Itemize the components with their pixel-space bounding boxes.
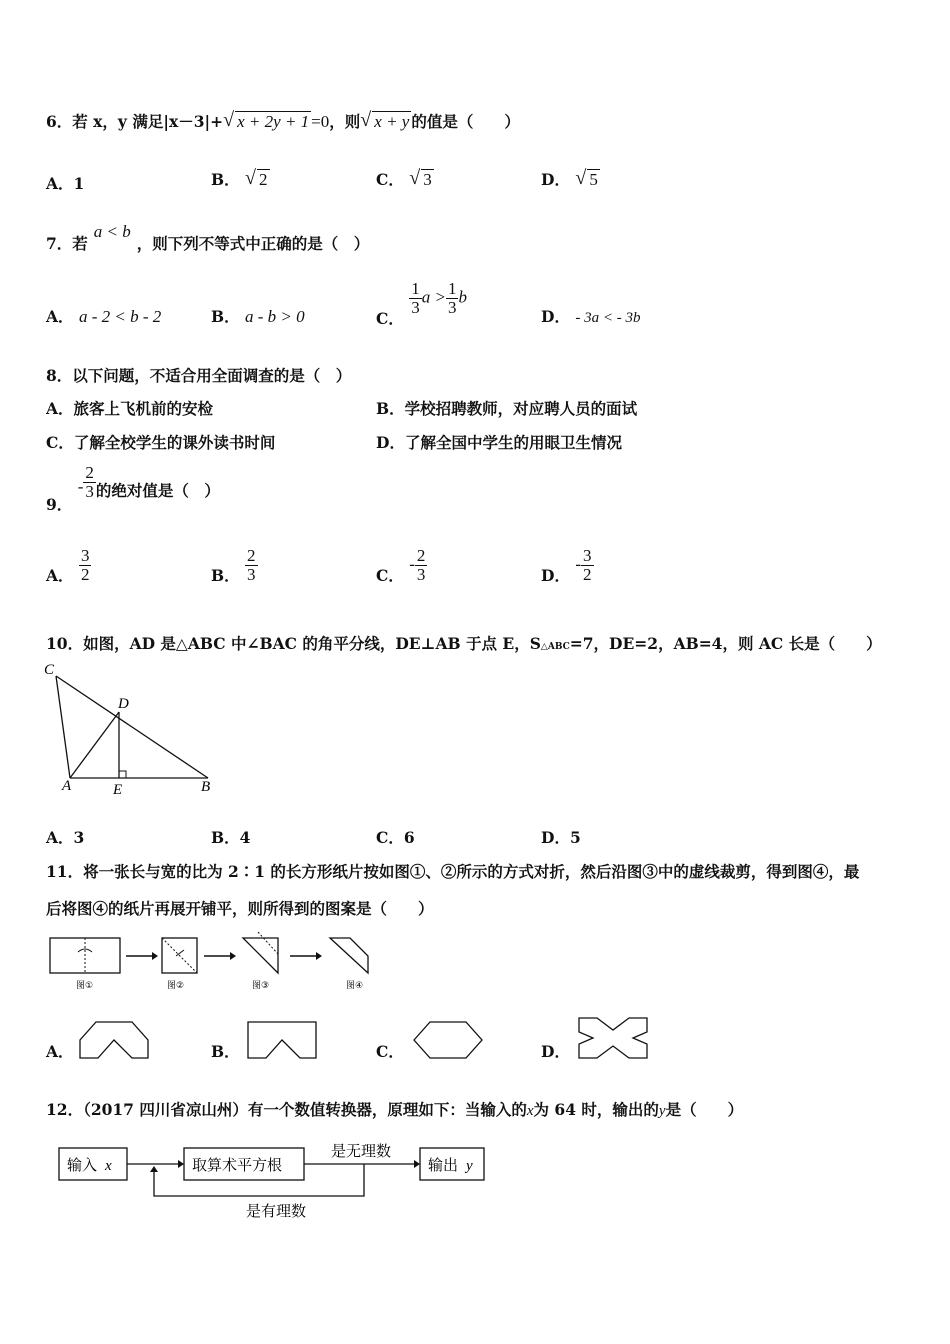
flow-output-label: 输出	[428, 1156, 459, 1174]
q6-option-c[interactable]: C． √ 3	[376, 167, 432, 189]
side-ca	[56, 676, 70, 778]
flow-rational-label: 是有理数	[246, 1202, 307, 1220]
q12-flowchart	[50, 1132, 500, 1227]
q11-option-c-figure[interactable]	[410, 1018, 486, 1062]
q6-prefix: 6．若 x，y 满足|x－3|+	[46, 112, 224, 131]
label-a: A	[62, 778, 72, 794]
label-c: C	[44, 662, 55, 678]
q6-option-a[interactable]: A．1	[46, 174, 85, 193]
right-angle-mark	[119, 771, 126, 778]
flow-input-label: 输入	[67, 1156, 98, 1174]
q9-option-a[interactable]: A． $\frac{3}{2}$	[46, 546, 90, 586]
flow-input-var: x	[105, 1158, 112, 1174]
arrow-3-head	[316, 952, 322, 960]
q8-option-b[interactable]: B．学校招聘教师，对应聘人员的面试	[376, 399, 638, 418]
fig3-cut-line	[258, 932, 278, 954]
side-cb	[56, 676, 208, 778]
flow-arrow-2-head	[414, 1160, 420, 1168]
q10-option-d[interactable]: D．5	[541, 828, 581, 847]
fig4-shape	[330, 938, 368, 973]
q11-option-b-figure[interactable]	[244, 1018, 320, 1062]
q6-sqrt-2: √ x + y	[360, 109, 410, 131]
fig3-triangle	[243, 938, 278, 973]
q10-stem: 10．如图，AD 是△ABC 中∠BAC 的角平分线，DE⊥AB 于点 E，S△ABC=7，DE=2，AB=4，则 AC 长是（ ）	[46, 634, 882, 653]
q11-option-d[interactable]: D．	[541, 1042, 570, 1061]
q9-option-b[interactable]: B． $\frac{2}{3}$	[211, 546, 256, 586]
q11-stem-line2: 后将图④的纸片再展开铺平，则所得到的图案是（ ）	[46, 899, 434, 918]
q7-condition: a < b	[93, 222, 131, 241]
q8-option-a[interactable]: A．旅客上飞机前的安检	[46, 399, 214, 418]
q10-option-a[interactable]: A．3	[46, 828, 85, 847]
flow-output-var: y	[466, 1158, 473, 1174]
q7-option-c[interactable]: C． $\frac{1}{3}$ a > $\frac{1}{3}$ b	[376, 279, 467, 329]
q7-option-b[interactable]: B． a - b > 0	[211, 307, 305, 326]
q10-option-c[interactable]: C．6	[376, 828, 415, 847]
q9-option-c[interactable]: C． - $\frac{2}{3}$	[376, 546, 426, 586]
q7-option-a[interactable]: A． a - 2 < b - 2	[46, 307, 162, 326]
fig1-label: 图①	[76, 981, 94, 991]
q9-option-d[interactable]: D． - $\frac{3}{2}$	[541, 546, 592, 586]
arrow-1-head	[152, 952, 158, 960]
q11-option-d-figure[interactable]	[575, 1014, 655, 1062]
q6-option-d[interactable]: D． √ 5	[541, 167, 598, 189]
fig4-label: 图④	[346, 981, 364, 991]
q8-option-d[interactable]: D．了解全国中学生的用眼卫生情况	[376, 433, 622, 452]
label-e: E	[113, 782, 123, 798]
q11-option-b[interactable]: B．	[211, 1042, 240, 1061]
q12-stem: 12．（2017 四川省凉山州）有一个数值转换器，原理如下：当输入的x为 64 时，输出的y是（ ）	[46, 1100, 744, 1119]
q11-option-a-figure[interactable]	[76, 1018, 152, 1062]
fig3-label: 图③	[252, 981, 270, 991]
q10-option-b[interactable]: B．4	[211, 828, 251, 847]
q7-stem: 7．若a < b，则下列不等式中正确的是（ ）	[46, 222, 370, 253]
q10-triangle-figure	[40, 660, 230, 800]
flow-loop-head	[150, 1166, 158, 1172]
label-b: B	[201, 779, 211, 795]
fig2-label: 图②	[167, 981, 185, 991]
q6-option-b[interactable]: B． √ 2	[211, 167, 268, 189]
q11-option-c[interactable]: C．	[376, 1042, 404, 1061]
label-d: D	[118, 696, 129, 712]
arrow-2-head	[230, 952, 236, 960]
flow-arrow-1-head	[178, 1160, 184, 1168]
flow-process-label: 取算术平方根	[192, 1156, 283, 1174]
q6-stem: 6．若 x，y 满足|x－3|+ √ x + 2y + 1 =0，则 √ x + y 的值是（ ）	[46, 109, 520, 131]
q7-option-d[interactable]: D． - 3a < - 3b	[541, 307, 641, 326]
segment-ad	[70, 712, 119, 778]
q8-option-c[interactable]: C．了解全校学生的课外读书时间	[46, 433, 276, 452]
q11-stem-line1: 11．将一张长与宽的比为 2∶1 的长方形纸片按如图①、②所示的方式对折，然后沿图③中的虚线裁剪，得到图④，最	[46, 862, 860, 881]
q9-stem: 9． - $\frac{2}{3}$ 的绝对值是（ ）	[46, 463, 220, 515]
flow-irrational-label: 是无理数	[331, 1142, 392, 1160]
q6-sqrt-1: √ x + 2y + 1	[223, 109, 310, 131]
q11-option-a[interactable]: A．	[46, 1042, 74, 1061]
q8-stem: 8．以下问题，不适合用全面调查的是（ ）	[46, 366, 352, 385]
fig2-fold-line	[162, 938, 197, 973]
q11-fold-figures	[40, 928, 390, 998]
